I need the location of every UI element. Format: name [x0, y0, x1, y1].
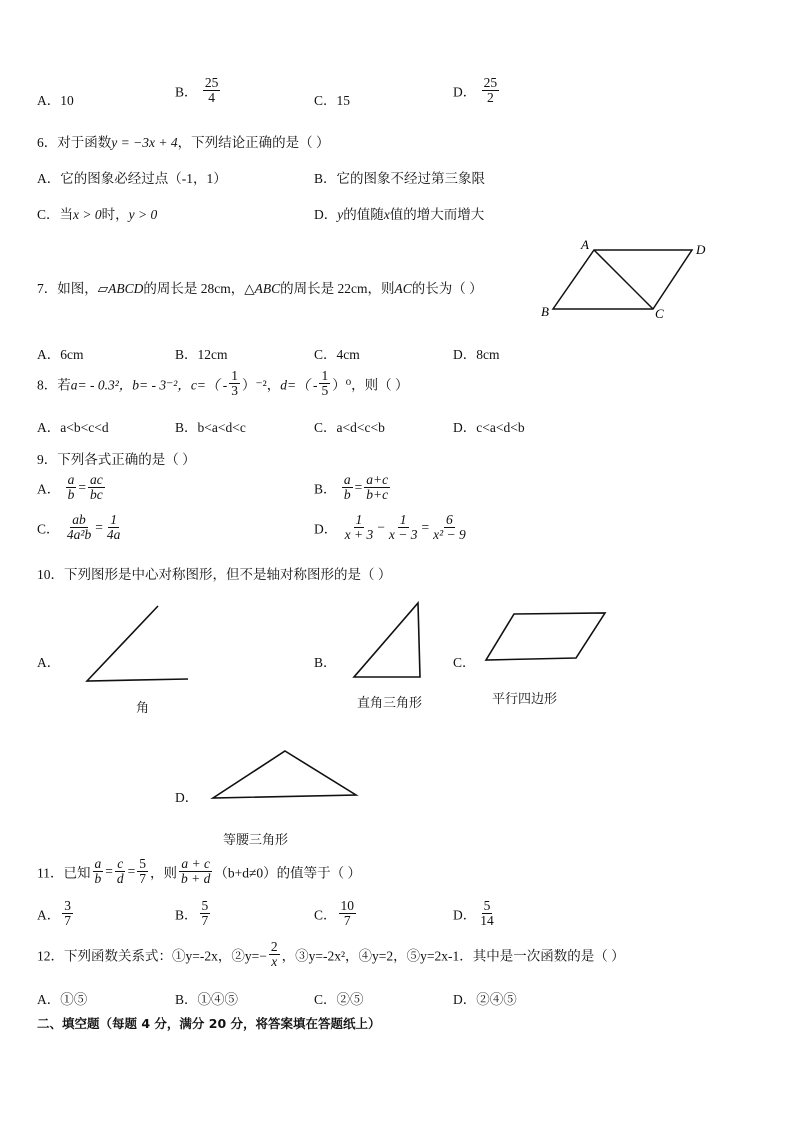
isosceles-triangle-caption: 等腰三角形 — [223, 833, 289, 848]
parallelogram-figure — [535, 238, 715, 323]
q12-stem: 12．下列函数关系式：①y=-2x，②y=− $\frac{2}{x}$ ，③y=-2x²，④y=2，⑤y=2x-1．其中是一次函数的是（ ） — [37, 939, 625, 970]
q6-option-a: A．它的图象必经过点（-1，1） — [37, 171, 227, 186]
vertex-a-label: A — [581, 237, 589, 252]
isosceles-triangle-figure — [210, 748, 360, 802]
q8-option-b: B．b<a<d<c — [175, 420, 246, 435]
vertex-d-label: D — [696, 242, 706, 257]
right-triangle-figure — [350, 600, 426, 682]
vertex-c-label: C — [655, 306, 664, 321]
q5-option-b: B． $\frac{25}{4}$ — [175, 75, 219, 106]
q5-option-d: D． $\frac{25}{2}$ — [453, 75, 498, 106]
q11-option-c: C． $\frac{10}{7}$ — [314, 898, 355, 929]
q7-option-a: A．6cm — [37, 347, 84, 362]
q12-option-b: B．①④⑤ — [175, 992, 239, 1007]
q12-option-c: C．②⑤ — [314, 992, 364, 1007]
q9-stem: 9．下列各式正确的是（ ） — [37, 452, 196, 467]
q10-option-a-label: A． — [37, 655, 61, 670]
q6-option-c: C．当x > 0时，y > 0 — [37, 207, 158, 222]
q10-option-c-label: C． — [453, 655, 476, 670]
diagonal-ac — [594, 250, 653, 309]
q8-stem: 8．若a= - 0.3²，b= - 3⁻²，c=（ - $\frac{1}{3}$ ）⁻²，d=（ - $\frac{1}{5}$ ）⁰，则（ ） — [37, 368, 409, 399]
angle-figure — [85, 604, 195, 686]
q9-option-a: A． $\frac{a}{b}$ = $\frac{ac}{bc}$ — [37, 472, 103, 503]
q12-option-d: D．②④⑤ — [453, 992, 517, 1007]
parallelogram-caption: 平行四边形 — [492, 692, 558, 707]
vertex-b-label: B — [541, 304, 549, 319]
q9-option-d: D． $\frac{1}{x + 3}$ − $\frac{1}{x - 3}$ = $\frac{6}{\text{x² − 9}}$ — [314, 512, 466, 543]
angle-caption: 角 — [136, 701, 150, 716]
q9-option-c: C． $\frac{ab}{\text{4a²b}}$ = $\frac{1}{4a}$ — [37, 512, 121, 543]
section-heading-fill-in: 二、填空题（每题 4 分，满分 20 分，将答案填在答题纸上） — [37, 1016, 381, 1031]
q7-option-d: D．8cm — [453, 347, 500, 362]
q10-stem: 10．下列图形是中心对称图形，但不是轴对称图形的是（ ） — [37, 567, 392, 582]
parallelogram-option-figure — [484, 610, 608, 664]
q5-option-a: A．10 — [37, 93, 74, 108]
q6-option-d: D．y的值随x值的增大而增大 — [314, 207, 485, 222]
q10-option-d-label: D． — [175, 790, 199, 805]
q11-option-a: A． $\frac{3}{7}$ — [37, 898, 71, 929]
q12-option-a: A．①⑤ — [37, 992, 88, 1007]
q5-option-c: C．15 — [314, 93, 351, 108]
q11-stem: 11．已知 $\frac{a}{b}$ = $\frac{c}{d}$ = $\frac{5}{7}$ ，则 $\frac{a + c}{b + d}$ （b+d≠0）的值等于（ ） — [37, 856, 362, 887]
q8-option-d: D．c<a<d<b — [453, 420, 525, 435]
q7-stem: 7．如图，▱ABCD的周长是 28cm，△ABC的周长是 22cm，则AC的长为（ ） — [37, 281, 483, 296]
q6-option-b: B．它的图象不经过第三象限 — [314, 171, 486, 186]
q8-option-a: A．a<b<c<d — [37, 420, 109, 435]
q9-option-b: B． $\frac{a}{b}$ = $\frac{a+c}{b+c}$ — [314, 472, 389, 503]
q11-option-b: B． $\frac{5}{7}$ — [175, 898, 209, 929]
q7-option-c: C．4cm — [314, 347, 360, 362]
q10-option-b-label: B． — [314, 655, 337, 670]
q7-option-b: B．12cm — [175, 347, 228, 362]
right-triangle-caption: 直角三角形 — [357, 696, 423, 711]
q11-option-d: D． $\frac{5}{14}$ — [453, 898, 494, 929]
q6-stem: 6．对于函数y = −3x + 4，下列结论正确的是（ ） — [37, 135, 330, 150]
q8-option-c: C．a<d<c<b — [314, 420, 385, 435]
